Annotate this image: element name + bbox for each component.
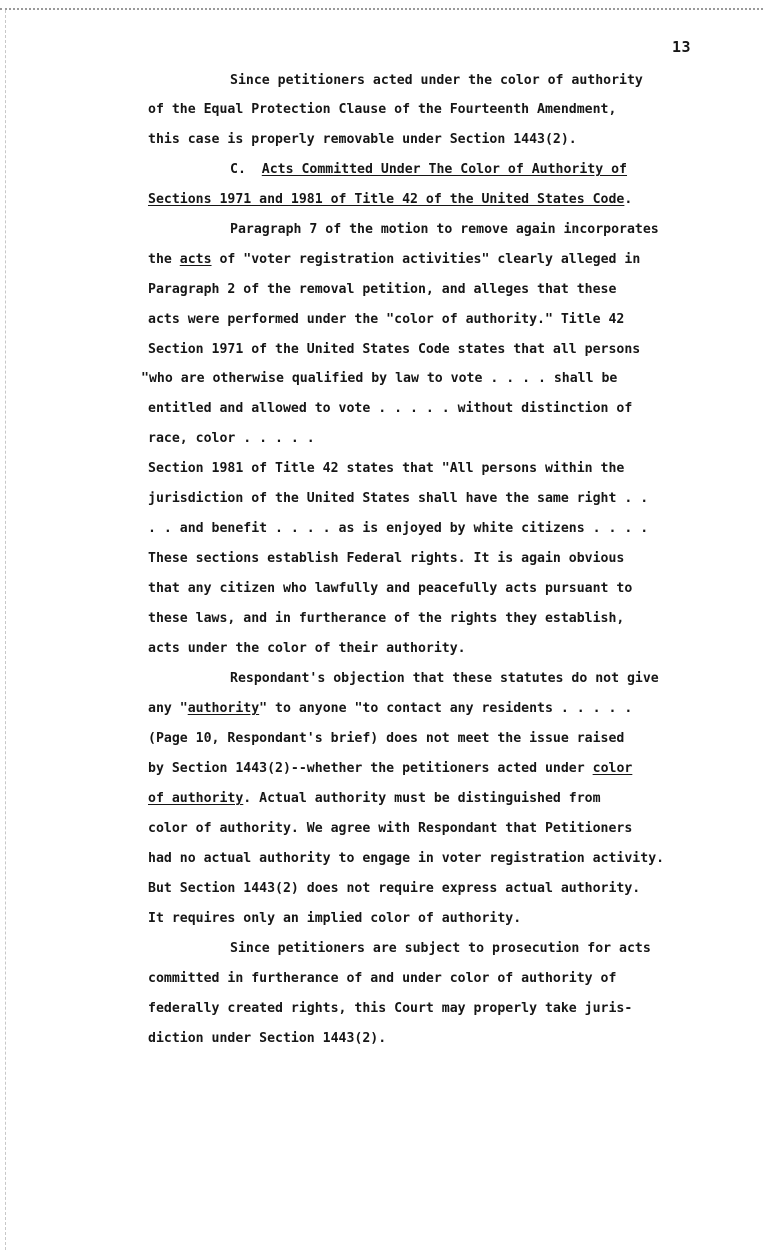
text-line: committed in furtherance of and under color of authority of <box>148 971 617 986</box>
text-line: Section 1971 of the United States Code states that all persons <box>148 342 641 357</box>
text-line: These sections establish Federal rights. It is again obvious <box>148 551 625 566</box>
text-line: these laws, and in furtherance of the rights they establish, <box>148 611 625 626</box>
page-left-edge <box>5 10 6 1250</box>
text-line: color of authority. We agree with Respondant that Petitioners <box>148 821 633 836</box>
section-title: Sections 1971 and 1981 of Title 42 of the United States Code <box>148 192 625 207</box>
section-heading <box>230 161 627 179</box>
section-heading-continued: Sections 1971 and 1981 of Title 42 of the United States Code. <box>148 192 633 207</box>
text-line: entitled and allowed to vote . . . . . without distinction of <box>148 401 633 416</box>
text-line: acts were performed under the "color of authority." Title 42 <box>148 312 625 327</box>
text-line: jurisdiction of the United States shall have the same right . . <box>148 491 649 506</box>
underlined-phrase: of authority <box>148 791 244 806</box>
text-line: But Section 1443(2) does not require express actual authority. <box>148 881 641 896</box>
underlined-word: authority <box>187 701 260 716</box>
text-line: Since petitioners acted under the color of authority <box>230 73 643 88</box>
text-line: Since petitioners are subject to prosecution for acts <box>230 941 651 956</box>
text-line: acts under the color of their authority. <box>148 641 466 656</box>
text-line: that any citizen who lawfully and peacefully acts pursuant to <box>148 581 633 596</box>
text-line: It requires only an implied color of authority. <box>148 911 522 926</box>
text-line: had no actual authority to engage in voter registration activity. <box>148 851 665 866</box>
text-line: the acts of "voter registration activities" clearly alleged in <box>148 252 641 267</box>
text-line: Respondant's objection that these statutes do not give <box>230 671 659 686</box>
text-line: diction under Section 1443(2). <box>148 1031 387 1046</box>
section-letter: C. <box>230 162 246 177</box>
text-line: any "authority" to anyone "to contact any residents . . . . . <box>148 701 633 716</box>
page-top-edge <box>0 0 763 10</box>
text-line: (Page 10, Respondant's brief) does not meet the issue raised <box>148 731 625 746</box>
text-line: federally created rights, this Court may properly take juris- <box>148 1001 633 1016</box>
text-line: by Section 1443(2)--whether the petitioners acted under color <box>148 761 633 776</box>
text-line: . . and benefit . . . . as is enjoyed by white citizens . . . . <box>148 521 649 536</box>
text-line: "who are otherwise qualified by law to vote . . . . shall be <box>141 371 618 386</box>
text-line: Section 1981 of Title 42 states that "All persons within the <box>148 461 625 476</box>
text-line: of the Equal Protection Clause of the Fourteenth Amendment, <box>148 102 617 117</box>
text-line: of authority. Actual authority must be distinguished from <box>148 791 601 806</box>
text-line: Paragraph 2 of the removal petition, and alleges that these <box>148 282 617 297</box>
page-number: 13 <box>672 38 692 56</box>
text-line: race, color . . . . . <box>148 431 315 446</box>
underlined-word: acts <box>179 252 212 267</box>
text-line: this case is properly removable under Section 1443(2). <box>148 132 577 147</box>
underlined-phrase: color <box>592 761 633 776</box>
text-line: Paragraph 7 of the motion to remove again incorporates <box>230 222 659 237</box>
section-title: Acts Committed Under The Color of Authority of <box>261 162 628 177</box>
